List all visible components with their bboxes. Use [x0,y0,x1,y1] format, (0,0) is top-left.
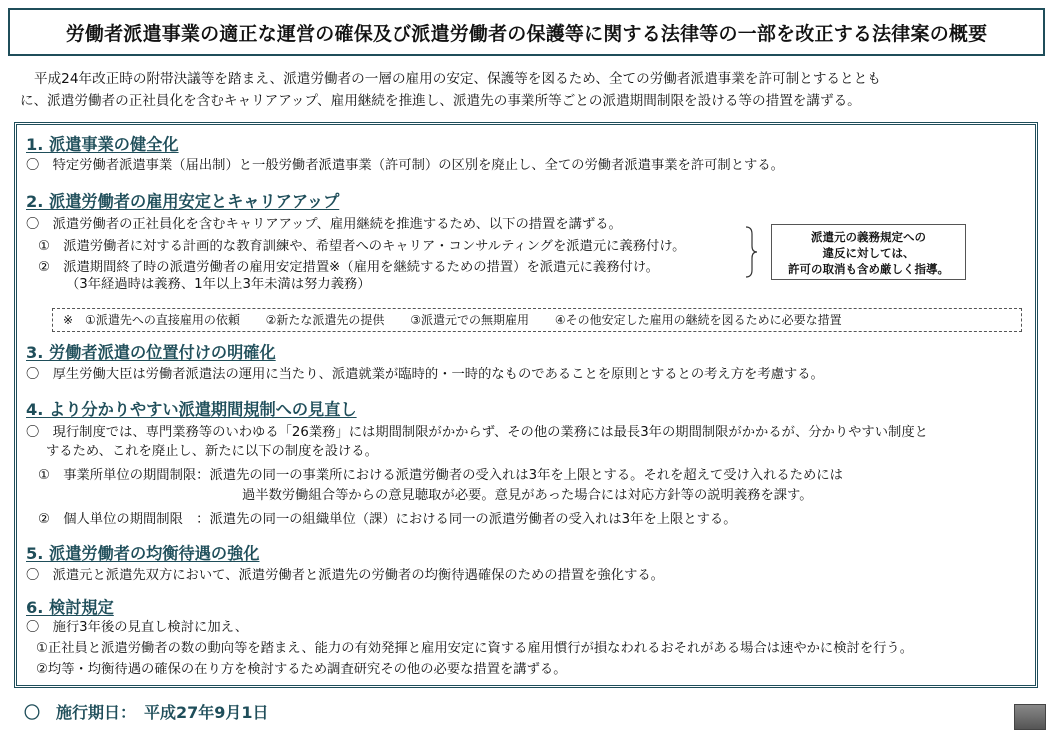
section-2-item-3: ② 派遣期間終了時の派遣労働者の雇用安定措置※（雇用を継続するための措置）を派遣元に義務付け。 [38,260,659,275]
section-4-item-4: 過半数労働組合等からの意見聴取が必要。意見があった場合には対応方針等の説明義務を課す。 [242,488,813,503]
section-2-item-4: （3年経過時は義務、1年以上3年未満は努力義務） [66,277,371,292]
effective-date: 〇 施行期日： 平成27年9月1日 [24,703,269,722]
section-4-heading: 4. より分かりやすい派遣期間規制への見直し [26,400,357,419]
footnote-4: ④その他安定した雇用の継続を図るために必要な措置 [554,313,842,327]
intro-line-1: 平成24年改正時の附帯決議等を踏まえ、派遣労働者の一層の雇用の安定、保護等を図るため、全ての労働者派遣事業を許可制とするととも [34,71,881,87]
section-3-item-1: 〇 厚生労働大臣は労働者派遣法の運用に当たり、派遣就業が臨時的・一時的なものであることを原則とするとの考え方を考慮する。 [26,367,824,382]
section-5-item-1: 〇 派遣元と派遣先双方において、派遣労働者と派遣先の労働者の均衡待遇確保のための措置を強化する。 [26,568,664,583]
intro-paragraph [20,68,1040,112]
viewer-thumbnail-icon[interactable] [1014,704,1046,730]
section-4-item-2: するため、これを廃止し、新たに以下の制度を設ける。 [46,444,378,459]
curly-brace-icon [744,226,758,278]
section-5-heading: 5. 派遣労働者の均衡待遇の強化 [26,544,260,563]
footnote-3: ③派遣元での無期雇用 [410,313,530,327]
section-6-item-3: ②均等・均衡待遇の確保の在り方を検討するため調査研究その他の必要な措置を講ずる。 [36,662,567,677]
section-3-heading: 3. 労働者派遣の位置付けの明確化 [26,343,276,362]
section-1-item-1: 〇 特定労働者派遣事業（届出制）と一般労働者派遣事業（許可制）の区別を廃止し、全ての労働者派遣事業を許可制とする。 [26,158,784,173]
note-line-1: 派遣元の義務規定への [811,230,926,244]
section-4-item-3: ① 事業所単位の期間制限：派遣先の同一の事業所における派遣労働者の受入れは3年を上限とする。それを超えて受け入れるためには [38,468,843,483]
section-2-item-2: ① 派遣労働者に対する計画的な教育訓練や、希望者へのキャリア・コンサルティングを派遣元に義務付け。 [38,239,686,254]
footnote-box [52,308,1022,332]
footnote-1: ※ ①派遣先への直接雇用の依頼 [63,313,240,327]
note-line-3: 許可の取消も含め厳しく指導。 [788,262,949,276]
section-6-item-1: 〇 施行3年後の見直し検討に加え、 [26,620,249,635]
section-6-heading: 6. 検討規定 [26,598,114,617]
footnote-2: ②新たな派遣先の提供 [265,313,385,327]
note-line-2: 違反に対しては、 [822,246,915,260]
intro-line-2: に、派遣労働者の正社員化を含むキャリアアップ、雇用継続を推進し、派遣先の事業所等ごとの派遣期間制限を設ける等の措置を講ずる。 [20,93,861,109]
section-4-item-5: ② 個人単位の期間制限 ：派遣先の同一の組織単位（課）における同一の派遣労働者の受入れは3年を上限とする。 [38,512,737,527]
section-2-heading: 2. 派遣労働者の雇用安定とキャリアアップ [26,192,340,211]
section-2-item-1: 〇 派遣労働者の正社員化を含むキャリアアップ、雇用継続を推進するため、以下の措置を講ずる。 [26,217,622,232]
section-6-item-2: ①正社員と派遣労働者の数の動向等を踏まえ、能力の有効発揮と雇用安定に資する雇用慣行が損なわれるおそれがある場合は速やかに検討を行う。 [36,641,914,656]
page-title: 労働者派遣事業の適正な運営の確保及び派遣労働者の保護等に関する法律等の一部を改正する法律案の概要 [8,8,1045,56]
note-box [771,224,966,280]
section-1-heading: 1. 派遣事業の健全化 [26,135,179,154]
section-4-item-1: 〇 現行制度では、専門業務等のいわゆる「26業務」には期間制限がかからず、その他の業務には最長3年の期間制限がかかるが、分かりやすい制度と [26,425,928,440]
